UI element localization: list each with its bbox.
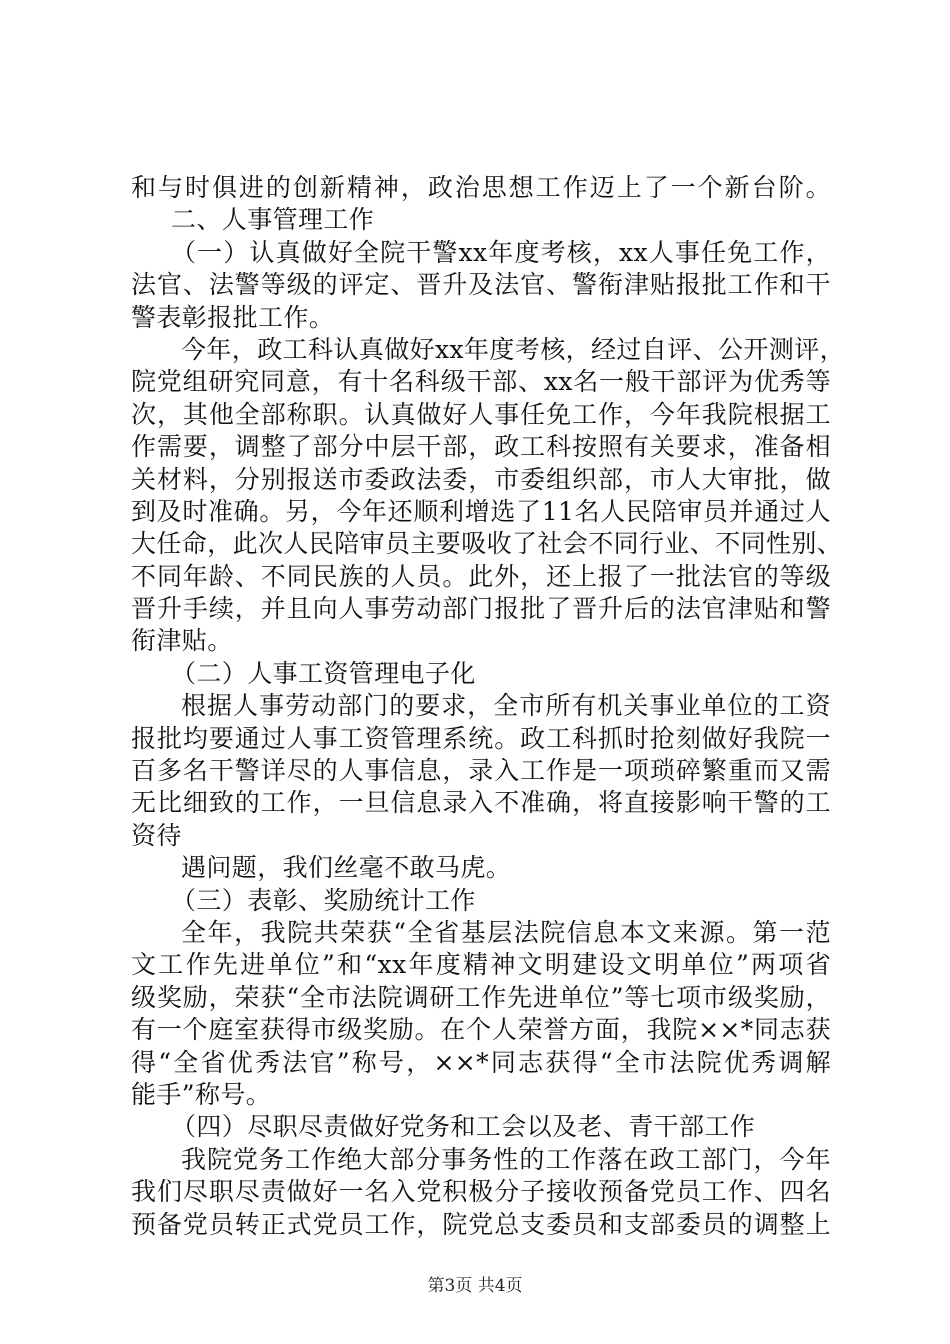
subsection-heading: （二）人事工资管理电子化 [171, 658, 476, 688]
paragraph-line: 院党组研究同意，有十名科级干部、xx名一般干部评为优秀等 [131, 367, 831, 397]
paragraph-line: 根据人事劳动部门的要求，全市所有机关事业单位的工资 [181, 691, 831, 721]
paragraph-line: 我们尽职尽责做好一名入党积极分子接收预备党员工作、四名 [131, 1177, 831, 1207]
subsection-heading: （一）认真做好全院干警xx年度考核，xx人事任免工作， [171, 237, 831, 267]
paragraph-line: 不同年龄、不同民族的人员。此外，还上报了一批法官的等级 [131, 561, 831, 591]
paragraph-line: 关材料，分别报送市委政法委，市委组织部，市人大审批，做 [131, 464, 831, 494]
subsection-heading: （三）表彰、奖励统计工作 [171, 885, 476, 915]
paragraph-line: 文工作先进单位”和“xx年度精神文明建设文明单位”两项省 [131, 950, 831, 980]
document-body [131, 172, 846, 1241]
subsection-heading: （四）尽职尽责做好党务和工会以及老、青干部工作 [171, 1112, 756, 1142]
paragraph-line: 遇问题，我们丝毫不敢马虎。 [181, 853, 512, 883]
paragraph-line: 作需要，调整了部分中层干部，政工科按照有关要求，准备相 [131, 432, 831, 462]
paragraph-line: 晋升手续，并且向人事劳动部门报批了晋升后的法官津贴和警 [131, 594, 831, 624]
paragraph-line: 我院党务工作绝大部分事务性的工作落在政工部门，今年 [181, 1144, 831, 1174]
paragraph-line: 法官、法警等级的评定、晋升及法官、警衔津贴报批工作和干 [131, 270, 831, 300]
paragraph-line: 能手”称号。 [131, 1079, 272, 1109]
paragraph-line: 报批均要通过人事工资管理系统。政工科抓时抢刻做好我院一 [131, 723, 831, 753]
paragraph-line: 衔津贴。 [131, 626, 233, 656]
paragraph-line: 资待 [131, 820, 182, 850]
paragraph-line: 今年，政工科认真做好xx年度考核，经过自评、公开测评， [181, 334, 846, 364]
paragraph-line: 到及时准确。另，今年还顺利增选了11名人民陪审员并通过人 [131, 496, 831, 526]
paragraph-line: 有一个庭室获得市级奖励。在个人荣誉方面，我院××*同志获 [131, 1015, 831, 1045]
paragraph-line: 级奖励，荣获“全市法院调研工作先进单位”等七项市级奖励， [131, 982, 831, 1012]
paragraph-line: 得“全省优秀法官”称号，××*同志获得“全市法院优秀调解 [131, 1047, 831, 1077]
paragraph-line: 预备党员转正式党员工作，院党总支委员和支部委员的调整上 [131, 1209, 831, 1239]
paragraph-line: 警表彰报批工作。 [131, 302, 335, 332]
page-number-footer: 第3页 共4页 [427, 1276, 523, 1296]
paragraph-line: 和与时俱进的创新精神，政治思想工作迈上了一个新台阶。 [131, 173, 831, 202]
paragraph-line: 全年，我院共荣获“全省基层法院信息本文来源。第一范 [181, 917, 831, 947]
paragraph-line: 百多名干警详尽的人事信息，录入工作是一项琐碎繁重而又需 [131, 756, 831, 786]
paragraph-line: 次，其他全部称职。认真做好人事任免工作，今年我院根据工 [131, 399, 831, 429]
section-heading: 二、人事管理工作 [171, 205, 375, 235]
paragraph-line: 无比细致的工作，一旦信息录入不准确，将直接影响干警的工 [131, 788, 831, 818]
paragraph-line: 大任命，此次人民陪审员主要吸收了社会不同行业、不同性别、 [131, 529, 843, 559]
